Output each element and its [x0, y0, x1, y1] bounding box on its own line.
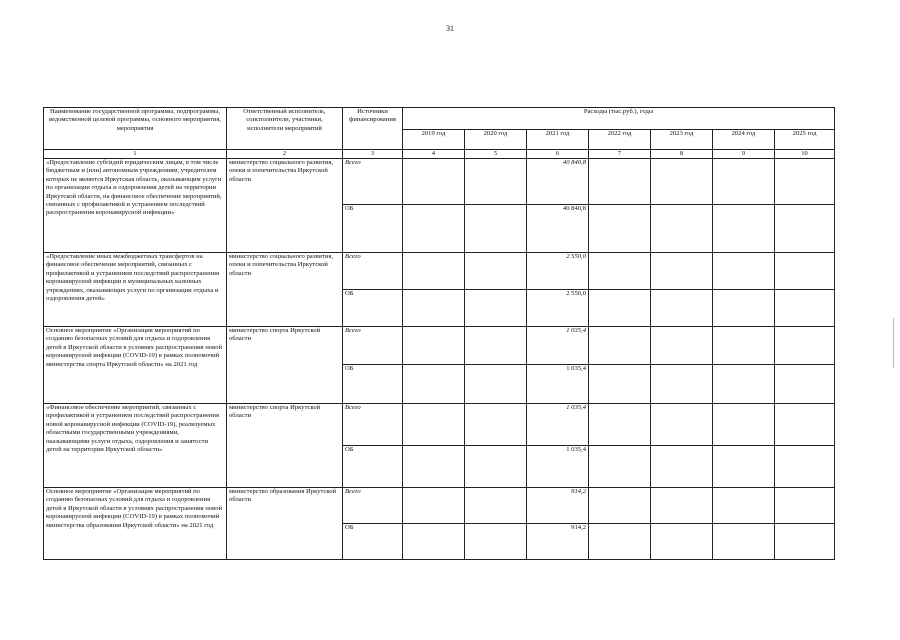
- measure-name: Основное мероприятие «Организация мероприятий по созданию безопасных условий для отдыха и оздоровления детей в Иркутской области в условиях распространения новой коронавирусной инфекции (COVID-19) в рамках полномочий министерства образования Иркутской области» на 2021 год: [44, 488, 227, 560]
- column-number: 2: [227, 150, 343, 159]
- responsible-executor: министерство социального развития, опеки и попечительства Иркутской области: [227, 253, 343, 327]
- scan-edge-mark: [893, 318, 894, 368]
- amount-2021-ob: 1 035,4: [527, 446, 589, 488]
- column-number: 4: [403, 150, 465, 159]
- source-ob: ОБ: [343, 446, 403, 488]
- amount-2021-total: 1 035,4: [527, 404, 589, 446]
- table-row: [44, 327, 835, 365]
- amount-2021-total: 2 550,0: [527, 253, 589, 290]
- responsible-executor: министерство спорта Иркутской области: [227, 404, 343, 488]
- header-expenses: Расходы (тыс.руб.), годы: [403, 108, 835, 130]
- header-year: 2021 год: [527, 130, 589, 150]
- header-source: Источники финансирования: [343, 108, 403, 150]
- amount-2021-ob: 40 840,8: [527, 205, 589, 253]
- table-row: [44, 404, 835, 446]
- amount-2021-ob: 914,2: [527, 524, 589, 560]
- amount-2021-total: 914,2: [527, 488, 589, 524]
- responsible-executor: министерство спорта Иркутской области: [227, 327, 343, 404]
- amount-2021-total: 1 035,4: [527, 327, 589, 365]
- expenses-table: [43, 107, 835, 560]
- responsible-executor: министерство образования Иркутской области: [227, 488, 343, 560]
- source-total: Всего: [343, 159, 403, 205]
- measure-name: «Предоставление субсидий юридическим лицам, в том числе бюджетным и (или) автономным учреждениям, учредителем которых не является Иркутская область, оказывающим услуги по организации отдыха и оздоровления детей на территории Иркутской области, на финансовое обеспечение мероприятий, связанных с профилактикой и устранением последствий распространения коронавирусной инфекции»: [44, 159, 227, 253]
- source-ob: ОБ: [343, 290, 403, 327]
- amount-2021-total: 40 840,8: [527, 159, 589, 205]
- measure-name: «Предоставление иных межбюджетных трансфертов на финансовое обеспечение мероприятий, связанных с профилактикой и устранением последствий распространения коронавирусной инфекции в муниципальных казенных учреждениях, оказывающих услуги по организации отдыха и оздоровления детей»: [44, 253, 227, 327]
- header-year: 2022 год: [589, 130, 651, 150]
- source-total: Всего: [343, 253, 403, 290]
- source-ob: ОБ: [343, 365, 403, 404]
- header-year: 2023 год: [651, 130, 713, 150]
- header-responsible: Ответственный исполнитель, соисполнители, участники, исполнители мероприятий: [227, 108, 343, 150]
- column-number: 6: [527, 150, 589, 159]
- responsible-executor: министерство социального развития, опеки и попечительства Иркутской области: [227, 159, 343, 253]
- column-numbers-row: [44, 150, 835, 159]
- column-number: 3: [343, 150, 403, 159]
- column-number: 7: [589, 150, 651, 159]
- table-row: [44, 253, 835, 290]
- column-number: 1: [44, 150, 227, 159]
- header-year: 2020 год: [465, 130, 527, 150]
- column-number: 8: [651, 150, 713, 159]
- source-ob: ОБ: [343, 205, 403, 253]
- column-number: 10: [775, 150, 835, 159]
- measure-name: Основное мероприятие «Организация мероприятий по созданию безопасных условий для отдыха и оздоровления детей в Иркутской области в условиях распространения новой коронавирусной инфекции (COVID-19) в рамках полномочий министерства спорта Иркутской области» на 2021 год: [44, 327, 227, 404]
- page-number: 31: [446, 24, 454, 33]
- header-name: Наименование государственной программы, подпрограммы, ведомственной целевой программы, основного мероприятия, мероприятия: [44, 108, 227, 150]
- table-row: [44, 488, 835, 524]
- source-ob: ОБ: [343, 524, 403, 560]
- column-number: 9: [713, 150, 775, 159]
- source-total: Всего: [343, 327, 403, 365]
- amount-2021-ob: 2 550,0: [527, 290, 589, 327]
- header-year: 2019 год: [403, 130, 465, 150]
- header-year: 2025 год: [775, 130, 835, 150]
- measure-name: «Финансовое обеспечение мероприятий, связанных с профилактикой и устранением последствий распространения новой коронавирусной инфекции (COVID-19), реализуемых областными государственными учреждениями, оказывающими услуги отдыха, оздоровления и занятости детей на территории Иркутской области»: [44, 404, 227, 488]
- source-total: Всего: [343, 488, 403, 524]
- source-total: Всего: [343, 404, 403, 446]
- amount-2021-ob: 1 035,4: [527, 365, 589, 404]
- header-year: 2024 год: [713, 130, 775, 150]
- column-number: 5: [465, 150, 527, 159]
- table-row: [44, 159, 835, 205]
